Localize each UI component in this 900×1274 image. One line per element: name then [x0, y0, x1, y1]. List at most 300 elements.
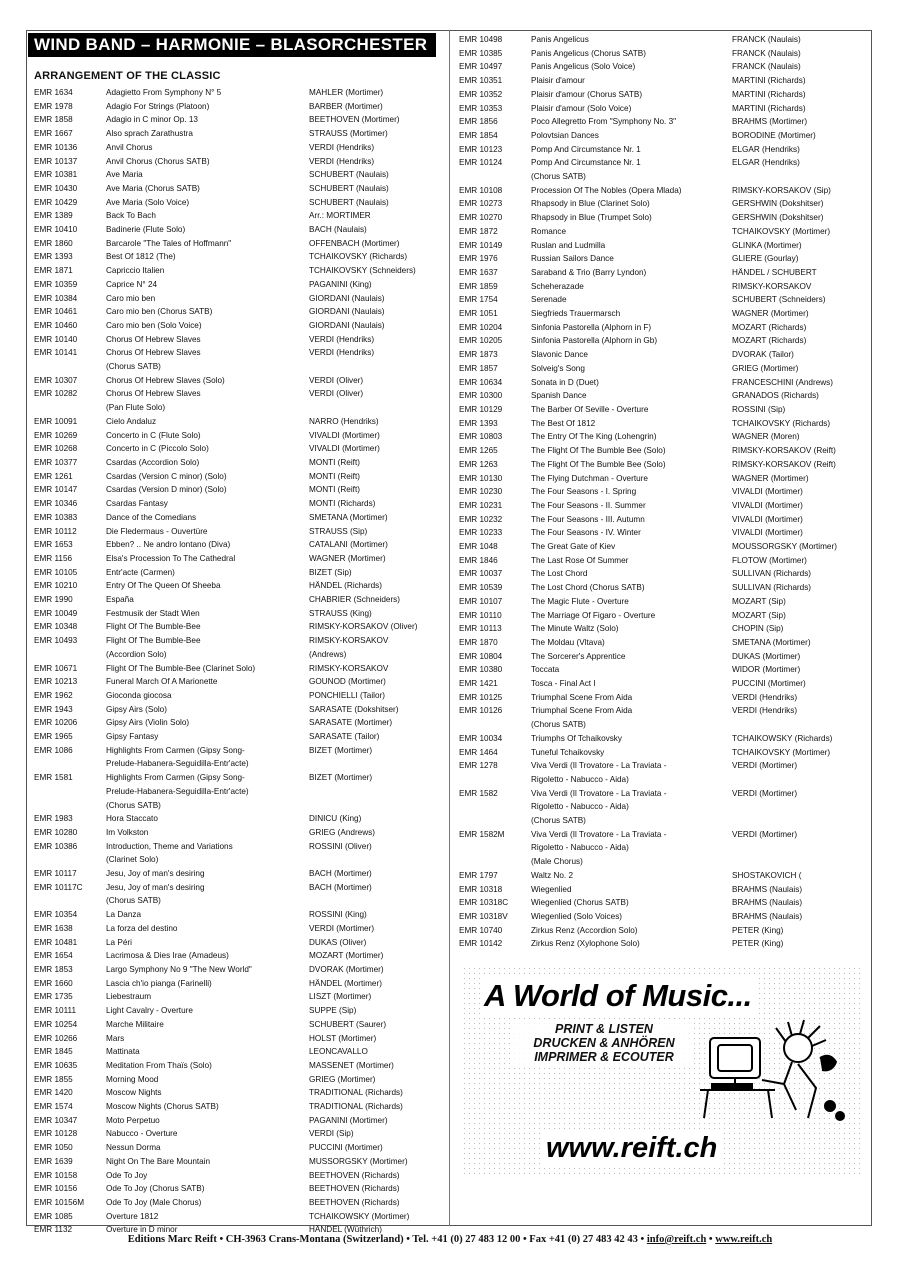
catalog-arranger: TRADITIONAL (Richards) — [309, 1088, 403, 1098]
catalog-entry — [459, 239, 867, 253]
catalog-entry — [34, 305, 446, 319]
footer-email-link[interactable]: info@reift.ch — [646, 1234, 707, 1245]
catalog-title: Nabucco - Overture — [106, 1129, 178, 1139]
catalog-arranger: BACH (Mortimer) — [309, 882, 372, 892]
catalog-title: Chorus Of Hebrew Slaves (Chorus SATB) — [106, 348, 201, 372]
catalog-arranger: STRAUSS (King) — [309, 608, 372, 618]
catalog-code: EMR 1263 — [459, 459, 498, 469]
catalog-code: EMR 10282 — [34, 389, 78, 399]
catalog-arranger: TRADITIONAL (Richards) — [309, 1102, 403, 1112]
catalog-title: Cielo Andaluz — [106, 416, 157, 426]
catalog-title: Romance — [531, 226, 567, 236]
catalog-entry — [34, 1059, 446, 1073]
catalog-entry — [459, 595, 867, 609]
catalog-title: Panis Angelicus (Solo Voice) — [531, 62, 636, 72]
catalog-code: EMR 10429 — [34, 197, 78, 207]
catalog-title: Adagietto From Symphony N° 5 — [106, 88, 222, 97]
ad-tagline: PRINT & LISTEN — [555, 1022, 653, 1036]
catalog-arranger: CHABRIER (Schneiders) — [309, 595, 400, 605]
catalog-title: Mattinata — [106, 1047, 140, 1057]
catalog-title: España — [106, 595, 134, 605]
catalog-entry — [34, 456, 446, 470]
catalog-code: EMR 1853 — [34, 965, 73, 974]
catalog-arranger: VIVALDI (Mortimer) — [732, 528, 803, 538]
catalog-code: EMR 10803 — [459, 432, 503, 442]
catalog-entry — [459, 622, 867, 636]
catalog-code: EMR 1660 — [34, 978, 73, 988]
catalog-code: EMR 10353 — [459, 103, 503, 113]
catalog-arranger: VERDI (Mortimer) — [732, 761, 798, 771]
catalog-arranger: ROSSINI (King) — [309, 910, 367, 920]
catalog-title: Night On The Bare Mountain — [106, 1156, 211, 1166]
catalog-entry — [34, 716, 446, 730]
catalog-arranger: RIMSKY-KORSAKOV — [309, 663, 389, 673]
catalog-entry — [34, 634, 446, 661]
catalog-entry — [459, 554, 867, 568]
catalog-code: EMR 10107 — [459, 596, 503, 606]
catalog-entry — [34, 429, 446, 443]
catalog-code: EMR 10359 — [34, 279, 78, 289]
catalog-entry — [459, 691, 867, 705]
catalog-entry — [459, 403, 867, 417]
catalog-code: EMR 10318V — [459, 912, 508, 921]
catalog-title: The Lost Chord (Chorus SATB) — [531, 583, 645, 593]
catalog-title: Plaisir d'amour — [531, 76, 585, 86]
catalog-code: EMR 1845 — [34, 1047, 73, 1057]
catalog-title: Scheherazade — [531, 281, 584, 291]
catalog-entry — [459, 60, 867, 74]
catalog-entry — [34, 292, 446, 306]
catalog-entry — [459, 115, 867, 129]
catalog-arranger: ROSSINI (Sip) — [732, 404, 786, 414]
catalog-arranger: GIORDANI (Naulais) — [309, 293, 385, 303]
catalog-code: EMR 10049 — [34, 608, 78, 618]
catalog-entry — [34, 730, 446, 744]
catalog-title: Chorus Of Hebrew Slaves (Pan Flute Solo) — [106, 389, 201, 413]
catalog-arranger: MOZART (Sip) — [732, 610, 786, 620]
catalog-arranger: BRAHMS (Naulais) — [732, 912, 803, 921]
catalog-code: EMR 10147 — [34, 485, 78, 495]
catalog-entry — [34, 566, 446, 580]
catalog-entry — [34, 812, 446, 826]
catalog-entry — [459, 348, 867, 362]
catalog-title: Panis Angelicus (Chorus SATB) — [531, 48, 646, 58]
catalog-arranger: BACH (Mortimer) — [309, 869, 372, 879]
catalog-entry — [459, 307, 867, 321]
catalog-entry — [34, 100, 446, 114]
catalog-title: Highlights From Carmen (Gipsy Song- Prelude-Habanera-Seguidilla-Entr'acte) (Chorus SATB) — [106, 773, 249, 810]
catalog-title: The Flying Dutchman - Overture — [531, 473, 648, 483]
ad-website[interactable]: www.reift.ch — [542, 1132, 721, 1165]
catalog-arranger: FRANCK (Naulais) — [732, 35, 801, 44]
catalog-arranger: BIZET (Mortimer) — [309, 745, 373, 755]
catalog-title: Solveig's Song — [531, 363, 585, 373]
catalog-title: Poco Allegretto From "Symphony No. 3" — [531, 117, 677, 127]
catalog-arranger: GIORDANI (Naulais) — [309, 320, 385, 330]
catalog-arranger: PUCCINI (Mortimer) — [732, 679, 806, 689]
catalog-title: Introduction, Theme and Variations (Clarinet Solo) — [106, 841, 233, 865]
catalog-entry — [459, 252, 867, 266]
catalog-entry — [459, 759, 867, 786]
catalog-title: The Flight Of The Bumble Bee (Solo) — [531, 459, 666, 469]
catalog-code: EMR 10125 — [459, 692, 503, 702]
footer-contact: Editions Marc Reift • CH-3963 Crans-Montana (Switzerland) • Tel. +41 (0) 27 483 12 00 • Fax +41 (0) 27 483 42 43 • — [127, 1234, 647, 1245]
catalog-code: EMR 10149 — [459, 240, 503, 250]
catalog-arranger: FRANCK (Naulais) — [732, 48, 801, 58]
catalog-title: Chorus Of Hebrew Slaves — [106, 334, 201, 344]
catalog-arranger: TCHAIKOVSKY (Richards) — [309, 252, 408, 262]
catalog-arranger: BEETHOVEN (Richards) — [309, 1170, 400, 1180]
catalog-arranger: TCHAIKOVSKY (Mortimer) — [732, 747, 831, 757]
ad-title: A World of Music... — [480, 978, 756, 1014]
catalog-entry — [459, 663, 867, 677]
catalog-code: EMR 1389 — [34, 211, 73, 221]
catalog-entry — [34, 771, 446, 812]
catalog-arranger: SULLIVAN (Richards) — [732, 583, 812, 593]
catalog-arranger: VIVALDI (Mortimer) — [309, 430, 380, 440]
catalog-arranger: PAGANINI (Mortimer) — [309, 1115, 388, 1125]
catalog-code: EMR 10108 — [459, 185, 503, 195]
catalog-arranger: PONCHIELLI (Tailor) — [309, 690, 385, 700]
catalog-arranger: GOUNOD (Mortimer) — [309, 677, 386, 687]
ad-tagline: DRUCKEN & ANHÖREN — [533, 1036, 675, 1050]
catalog-title: Marche Militaire — [106, 1019, 164, 1029]
catalog-entry — [459, 211, 867, 225]
catalog-code: EMR 10254 — [34, 1019, 78, 1029]
catalog-code: EMR 1050 — [34, 1143, 73, 1153]
catalog-entry — [34, 607, 446, 621]
catalog-entry — [34, 620, 446, 634]
catalog-entry — [34, 483, 446, 497]
catalog-entry — [34, 593, 446, 607]
catalog-arranger: BRAHMS (Naulais) — [732, 884, 803, 894]
catalog-arranger: RIMSKY-KORSAKOV — [732, 281, 812, 291]
catalog-title: Adagio For Strings (Platoon) — [106, 101, 210, 111]
catalog-title: Gipsy Airs (Violin Solo) — [106, 718, 190, 728]
catalog-title: Ruslan and Ludmilla — [531, 240, 606, 250]
catalog-title: Gipsy Fantasy — [106, 732, 159, 742]
catalog-entry — [459, 376, 867, 390]
catalog-title: The Lost Chord — [531, 569, 588, 579]
catalog-code: EMR 1638 — [34, 923, 73, 933]
catalog-entry — [34, 223, 446, 237]
catalog-code: EMR 10123 — [459, 144, 503, 154]
catalog-arranger: TCHAIKOWSKY (Richards) — [732, 733, 833, 743]
catalog-arranger: SULLIVAN (Richards) — [732, 569, 812, 579]
catalog-code: EMR 1654 — [34, 951, 73, 961]
footer-website-link[interactable]: www.reift.ch — [715, 1234, 773, 1245]
catalog-code: EMR 1048 — [459, 542, 498, 552]
catalog-code: EMR 10268 — [34, 444, 78, 454]
catalog-title: Die Fledermaus - Ouvertüre — [106, 526, 208, 536]
catalog-arranger: MONTI (Reift) — [309, 485, 360, 495]
catalog-code: EMR 10385 — [459, 48, 503, 58]
catalog-title: The Best Of 1812 — [531, 418, 596, 428]
catalog-entry — [459, 156, 867, 183]
catalog-title: Flight Of The Bumble-Bee — [106, 622, 201, 632]
catalog-code: EMR 1965 — [34, 732, 73, 742]
catalog-arranger: WAGNER (Moren) — [732, 432, 800, 442]
catalog-title: The Four Seasons - I. Spring — [531, 487, 637, 497]
catalog-title: Siegfrieds Trauermarsch — [531, 309, 621, 319]
catalog-code: EMR 1265 — [459, 446, 498, 456]
catalog-code: EMR 10269 — [34, 430, 78, 440]
catalog-entry — [34, 1169, 446, 1183]
catalog-code: EMR 10158 — [34, 1170, 78, 1180]
catalog-entry — [34, 237, 446, 251]
catalog-arranger: VERDI (Mortimer) — [732, 788, 798, 798]
catalog-entry — [34, 977, 446, 991]
catalog-arranger: VERDI (Hendriks) — [732, 692, 798, 702]
catalog-entry — [34, 675, 446, 689]
catalog-code: EMR 10113 — [459, 624, 502, 634]
catalog-title: Caro mio ben (Solo Voice) — [106, 320, 202, 330]
musician-computer-illustration — [680, 1018, 850, 1128]
catalog-title: Csardas (Version D minor) (Solo) — [106, 485, 227, 495]
catalog-arranger: BORODINE (Mortimer) — [732, 130, 816, 140]
catalog-entry — [34, 963, 446, 977]
catalog-title: The Four Seasons - II. Summer — [531, 500, 646, 510]
catalog-entry — [34, 1114, 446, 1128]
catalog-entry — [459, 732, 867, 746]
catalog-arranger: SMETANA (Mortimer) — [732, 637, 811, 647]
catalog-entry — [34, 346, 446, 373]
catalog-entry — [459, 883, 867, 897]
catalog-code: EMR 10307 — [34, 375, 78, 385]
catalog-entry — [459, 197, 867, 211]
catalog-entry — [459, 458, 867, 472]
catalog-code: EMR 10266 — [34, 1033, 78, 1043]
catalog-title: Chorus Of Hebrew Slaves (Solo) — [106, 375, 225, 385]
catalog-title: Wiegenlied — [531, 884, 572, 894]
catalog-arranger: OFFENBACH (Mortimer) — [309, 238, 400, 248]
catalog-title: Polovtsian Dances — [531, 130, 599, 140]
catalog-title: Viva Verdi (Il Trovatore - La Traviata - Rigoletto - Nabucco - Aida) (Chorus SATB) — [531, 788, 667, 826]
catalog-entry — [459, 787, 867, 828]
catalog-entry — [34, 1073, 446, 1087]
catalog-code: EMR 1420 — [34, 1088, 73, 1098]
catalog-title: Ave Maria (Chorus SATB) — [106, 183, 200, 193]
catalog-arranger: HÄNDEL (Richards) — [309, 581, 382, 591]
catalog-entry — [34, 1004, 446, 1018]
catalog-title: Flight Of The Bumble-Bee (Clarinet Solo) — [106, 663, 256, 673]
catalog-entry — [459, 334, 867, 348]
catalog-title: Toccata — [531, 665, 560, 675]
catalog-entry — [34, 1196, 446, 1210]
catalog-entry — [34, 936, 446, 950]
catalog-title: Csardas (Version C minor) (Solo) — [106, 471, 227, 481]
catalog-arranger: FLOTOW (Mortimer) — [732, 555, 807, 565]
catalog-code: EMR 1464 — [459, 747, 498, 757]
catalog-arranger: WAGNER (Mortimer) — [732, 473, 809, 483]
catalog-title: Back To Bach — [106, 211, 156, 221]
catalog-entry — [459, 444, 867, 458]
catalog-entry — [34, 703, 446, 717]
catalog-code: EMR 1871 — [34, 266, 73, 276]
catalog-arranger: BRAHMS (Mortimer) — [732, 117, 808, 127]
catalog-arranger: BEETHOVEN (Richards) — [309, 1184, 400, 1194]
column-divider — [449, 30, 450, 1226]
catalog-title: Entr'acte (Carmen) — [106, 567, 175, 577]
catalog-code: EMR 1421 — [459, 679, 498, 689]
catalog-code: EMR 1870 — [459, 637, 498, 647]
catalog-code: EMR 10230 — [459, 487, 503, 497]
catalog-arranger: VERDI (Oliver) — [309, 375, 364, 385]
catalog-code: EMR 10804 — [459, 651, 503, 661]
catalog-entry — [34, 196, 446, 210]
catalog-title: Moto Perpetuo — [106, 1115, 160, 1125]
ad-tagline: IMPRIMER & ECOUTER — [534, 1050, 674, 1064]
catalog-arranger: SCHUBERT (Naulais) — [309, 170, 389, 180]
catalog-entry — [459, 33, 867, 47]
catalog-title: Plaisir d'amour (Solo Voice) — [531, 103, 632, 113]
catalog-title: Ave Maria — [106, 170, 143, 180]
catalog-title: Overture 1812 — [106, 1211, 159, 1221]
catalog-entry — [459, 225, 867, 239]
catalog-arranger: BARBER (Mortimer) — [309, 101, 383, 111]
ad-taglines — [514, 1022, 694, 1064]
catalog-code: EMR 10348 — [34, 622, 78, 632]
catalog-arranger: SMETANA (Mortimer) — [309, 512, 388, 522]
catalog-entry — [459, 430, 867, 444]
catalog-code: EMR 1393 — [459, 418, 498, 428]
catalog-arranger: SHOSTAKOVICH ( — [732, 870, 802, 880]
catalog-title: Pomp And Circumstance Nr. 1 — [531, 144, 641, 154]
catalog-arranger: RIMSKY-KORSAKOV (Reift) — [732, 459, 836, 469]
catalog-title: La Danza — [106, 910, 142, 920]
catalog-arranger: GRIEG (Andrews) — [309, 827, 375, 837]
catalog-arranger: BRAHMS (Naulais) — [732, 898, 803, 908]
catalog-code: EMR 1653 — [34, 540, 73, 550]
catalog-code: EMR 10347 — [34, 1115, 78, 1125]
catalog-title: Viva Verdi (Il Trovatore - La Traviata - Rigoletto - Nabucco - Aida) (Male Chorus) — [531, 829, 667, 867]
catalog-title: Triumphal Scene From Aida — [531, 692, 633, 702]
catalog-arranger: VIVALDI (Mortimer) — [732, 514, 803, 524]
catalog-title: Best Of 1812 (The) — [106, 252, 176, 262]
catalog-entry — [34, 86, 446, 100]
catalog-title: Largo Symphony No 9 "The New World" — [106, 965, 252, 974]
catalog-title: The Great Gate of Kiev — [531, 542, 616, 552]
catalog-code: EMR 1978 — [34, 101, 73, 111]
catalog-title: The Moldau (Vltava) — [531, 637, 605, 647]
catalog-entry — [459, 266, 867, 280]
catalog-title: Flight Of The Bumble-Bee (Accordion Solo) — [106, 636, 201, 659]
catalog-entry — [34, 168, 446, 182]
catalog-title: Ode To Joy (Chorus SATB) — [106, 1184, 205, 1194]
catalog-arranger: DUKAS (Mortimer) — [732, 651, 801, 661]
catalog-entry — [459, 896, 867, 910]
catalog-entry — [34, 744, 446, 771]
catalog-entry — [34, 1155, 446, 1169]
catalog-arranger: GRIEG (Mortimer) — [732, 363, 799, 373]
catalog-title: Wiegenlied (Chorus SATB) — [531, 898, 629, 908]
catalog-code: EMR 1393 — [34, 252, 73, 262]
catalog-entry — [459, 88, 867, 102]
catalog-title: Gioconda giocosa — [106, 690, 172, 700]
catalog-code: EMR 10352 — [459, 89, 503, 99]
catalog-entry — [34, 387, 446, 414]
catalog-arranger: MOZART (Richards) — [732, 336, 807, 346]
catalog-entry — [34, 826, 446, 840]
catalog-entry — [459, 650, 867, 664]
catalog-title: Dance of the Comedians — [106, 512, 197, 522]
catalog-code: EMR 1156 — [34, 553, 73, 563]
catalog-entry — [459, 184, 867, 198]
catalog-title: Anvil Chorus (Chorus SATB) — [106, 156, 210, 166]
catalog-entry — [34, 333, 446, 347]
catalog-code: EMR 10383 — [34, 512, 78, 522]
catalog-code: EMR 10430 — [34, 183, 78, 193]
section-heading: ARRANGEMENT OF THE CLASSIC — [34, 70, 221, 82]
catalog-title: Hora Staccato — [106, 814, 158, 824]
catalog-code: EMR 10156 — [34, 1184, 78, 1194]
catalog-entry — [459, 417, 867, 431]
catalog-arranger: BACH (Naulais) — [309, 225, 367, 235]
catalog-arranger: RIMSKY-KORSAKOV (Oliver) — [309, 622, 418, 632]
catalog-code: EMR 10206 — [34, 718, 78, 728]
catalog-code: EMR 1990 — [34, 595, 73, 605]
catalog-entry — [34, 511, 446, 525]
catalog-arranger: VERDI (Sip) — [309, 1129, 354, 1139]
catalog-arranger: VERDI (Hendriks) — [732, 706, 798, 716]
catalog-code: EMR 10126 — [459, 706, 503, 716]
catalog-entry — [34, 442, 446, 456]
catalog-entry — [459, 102, 867, 116]
catalog-title: Tuneful Tchaikovsky — [531, 747, 605, 757]
catalog-entry — [459, 540, 867, 554]
catalog-arranger: GRANADOS (Richards) — [732, 391, 819, 401]
catalog-arranger: MONTI (Reift) — [309, 471, 360, 481]
catalog-entry — [459, 47, 867, 61]
catalog-code: EMR 1582 — [459, 788, 498, 798]
footer-separator: • — [706, 1234, 716, 1245]
catalog-entry — [34, 908, 446, 922]
catalog-code: EMR 1582M — [459, 829, 505, 839]
catalog-arranger: LEONCAVALLO — [309, 1047, 368, 1057]
catalog-arranger: SCHUBERT (Saurer) — [309, 1019, 387, 1029]
catalog-title: La Péri — [106, 937, 132, 947]
catalog-code: EMR 10318C — [459, 898, 509, 908]
catalog-entry — [34, 1100, 446, 1114]
catalog-code: EMR 10671 — [34, 663, 78, 673]
catalog-code: EMR 1856 — [459, 117, 498, 127]
catalog-arranger: SARASATE (Tailor) — [309, 732, 380, 742]
catalog-entry — [459, 937, 867, 951]
catalog-code: EMR 10354 — [34, 910, 78, 920]
catalog-title: Jesu, Joy of man's desiring — [106, 869, 205, 879]
catalog-arranger: VIVALDI (Mortimer) — [732, 500, 803, 510]
catalog-arranger: VERDI (Hendriks) — [309, 348, 375, 358]
catalog-arranger: Arr.: MORTIMER — [309, 211, 371, 221]
catalog-title: Meditation From Thaïs (Solo) — [106, 1060, 212, 1070]
catalog-code: EMR 10384 — [34, 293, 78, 303]
catalog-entry — [459, 526, 867, 540]
catalog-entry — [34, 867, 446, 881]
catalog-arranger: RIMSKY-KORSAKOV (Sip) — [732, 185, 831, 195]
catalog-left-column — [34, 86, 446, 1237]
catalog-title: Plaisir d'amour (Chorus SATB) — [531, 89, 643, 99]
catalog-title: Rhapsody in Blue (Clarinet Solo) — [531, 199, 650, 209]
catalog-arranger: PAGANINI (King) — [309, 279, 372, 289]
catalog-arranger: BEETHOVEN (Richards) — [309, 1197, 400, 1207]
catalog-entry — [459, 321, 867, 335]
catalog-title: Caro mio ben — [106, 293, 156, 303]
catalog-title: Morning Mood — [106, 1074, 159, 1084]
catalog-arranger: MARTINI (Richards) — [732, 76, 806, 86]
catalog-entry — [34, 990, 446, 1004]
catalog-arranger: MUSSORGSKY (Mortimer) — [309, 1156, 408, 1166]
catalog-entry — [34, 552, 446, 566]
